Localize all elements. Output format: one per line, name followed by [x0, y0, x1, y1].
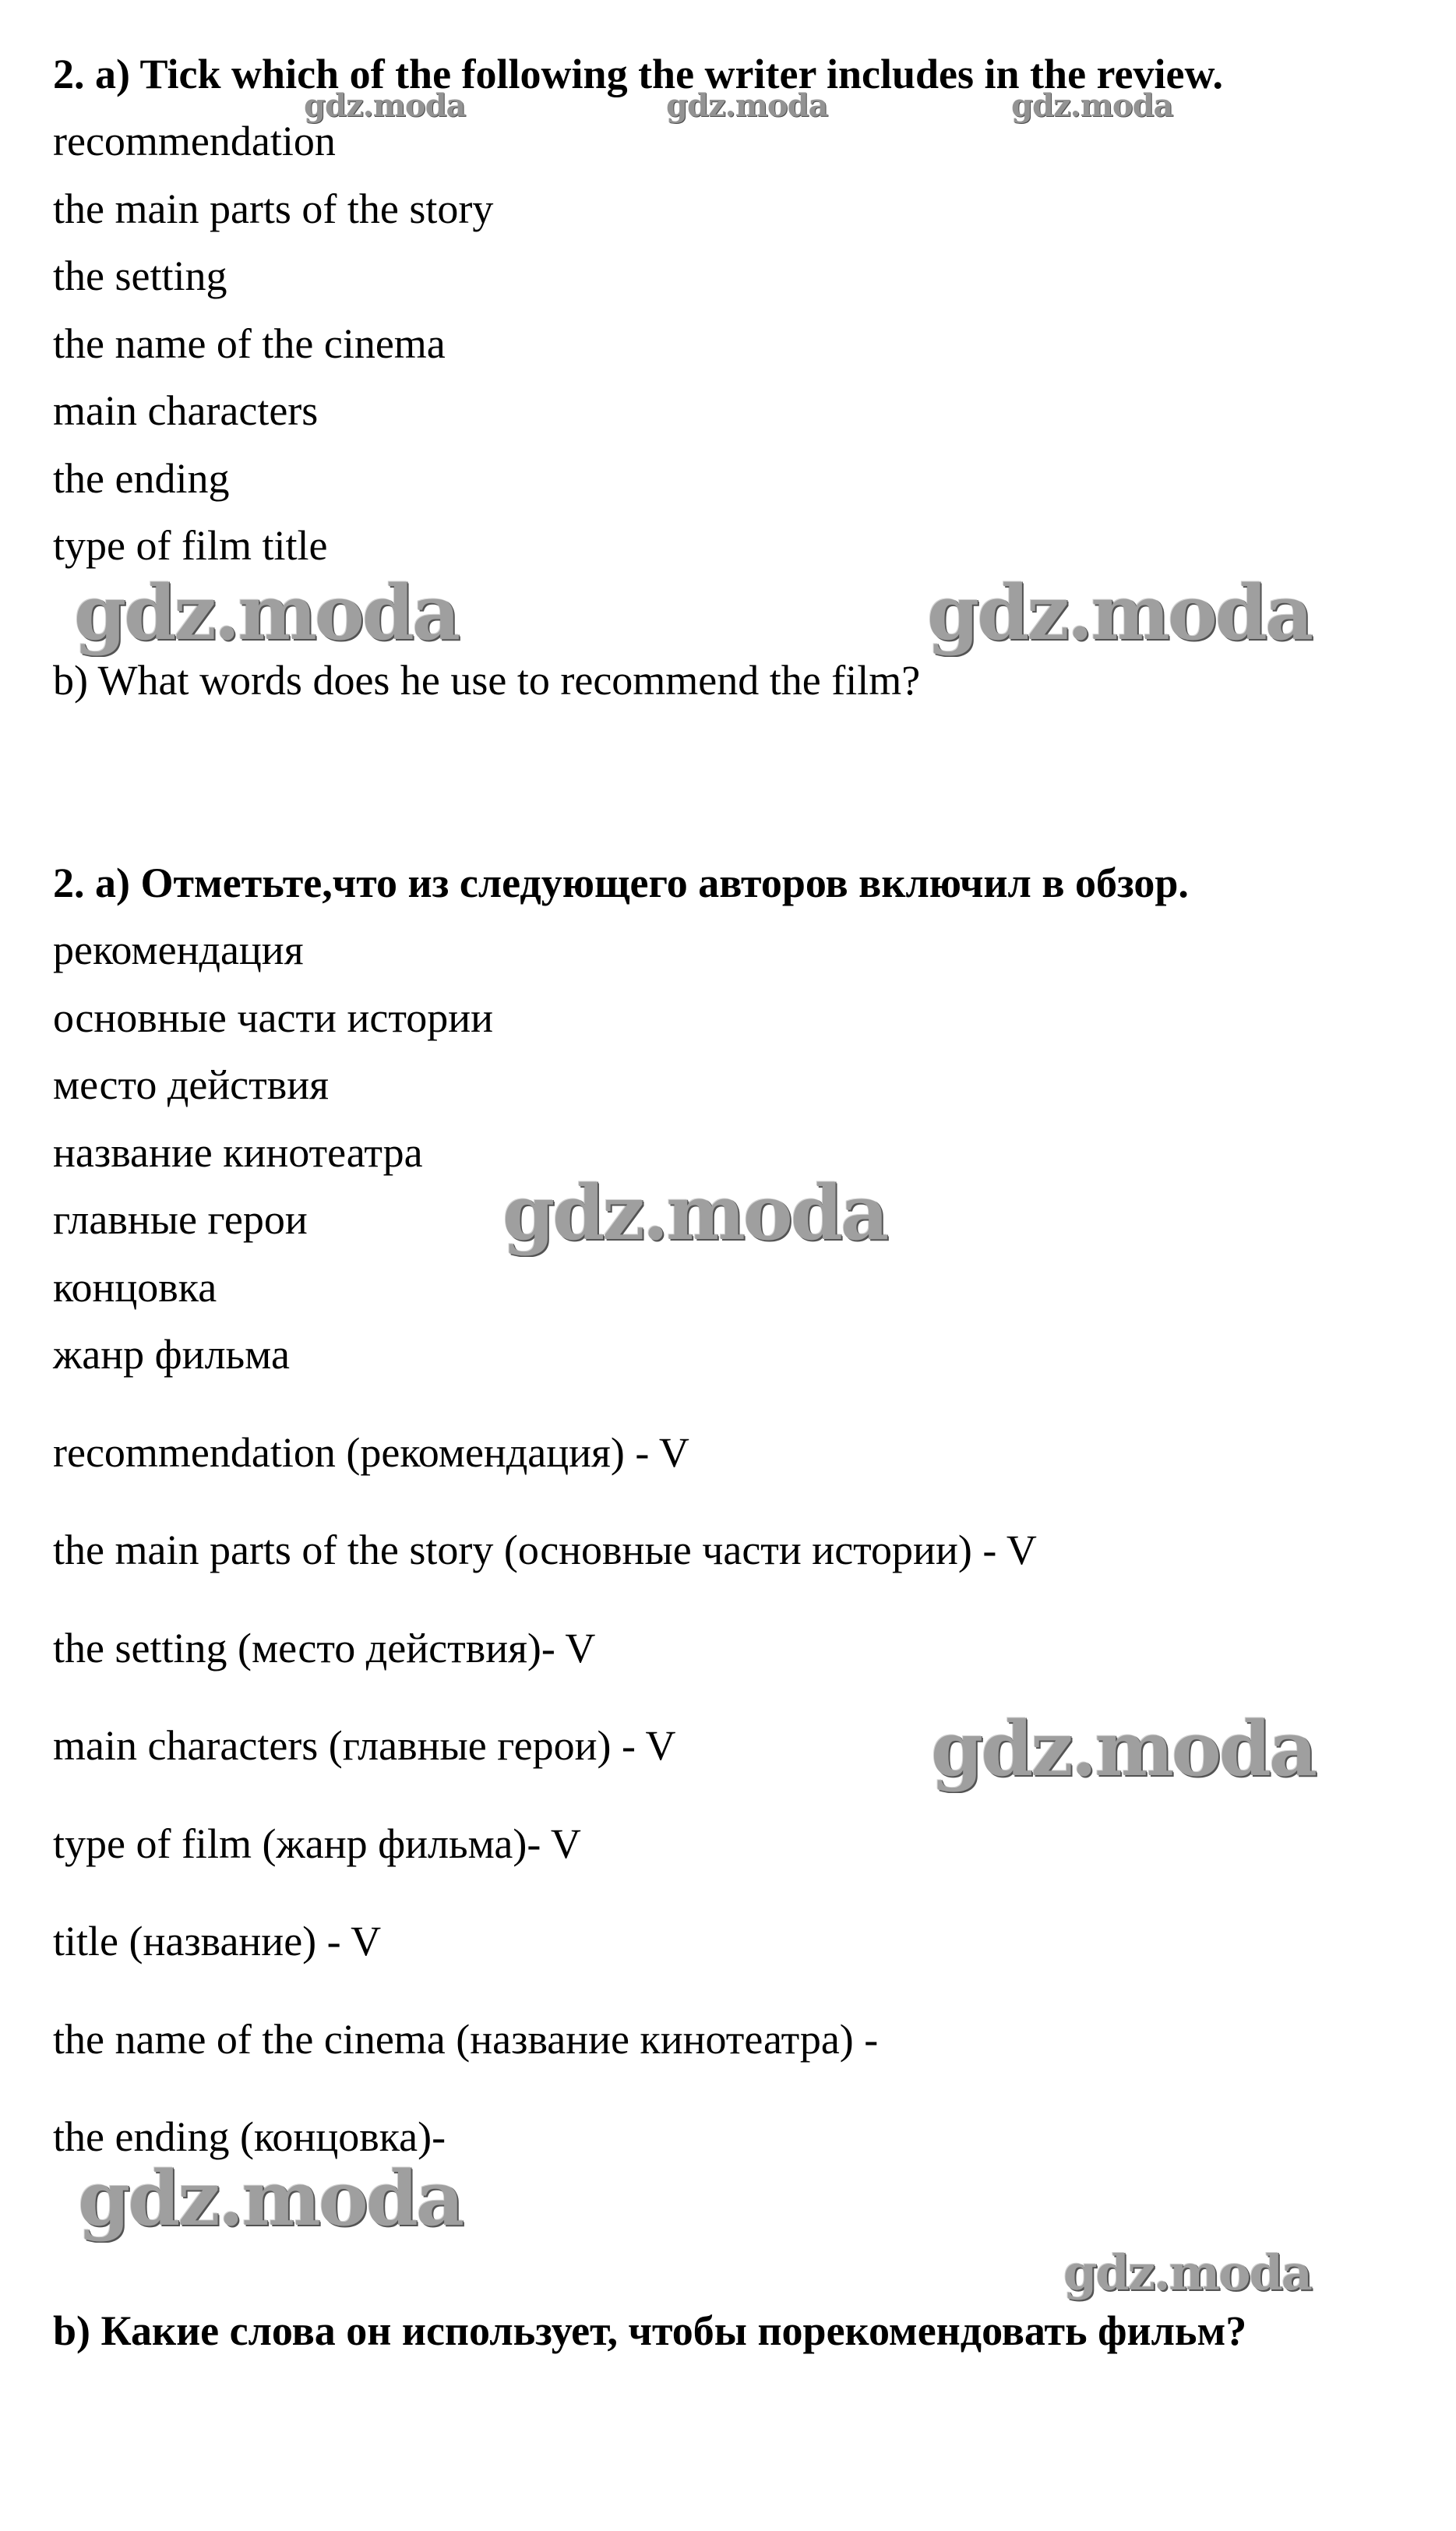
watermark: gdz.moda [931, 1705, 1316, 1793]
watermark: gdz.moda [1063, 2244, 1311, 2301]
answer-main-parts: the main parts of the story (основные части истории) - V [53, 1527, 1037, 1573]
english-item-setting: the setting [53, 252, 227, 299]
english-item-main-parts: the main parts of the story [53, 185, 494, 232]
watermark: gdz.moda [78, 2155, 463, 2243]
english-item-characters: main characters [53, 387, 319, 434]
answer-setting: the setting (место действия)- V [53, 1625, 596, 1671]
watermark: gdz.moda [74, 569, 459, 657]
watermark: gdz.moda [927, 569, 1312, 657]
english-task-heading: 2. a) Tick which of the following the writer includes in the review. [53, 51, 1223, 97]
russian-item-recommendation: рекомендация [53, 927, 304, 973]
russian-question-b: b) Какие слова он использует, чтобы порекомендовать фильм? [53, 2307, 1247, 2354]
answer-type-of-film: type of film (жанр фильма)- V [53, 1820, 581, 1867]
watermark: gdz.moda [1011, 87, 1173, 124]
english-item-type-of-film: type of film title [53, 522, 328, 569]
answer-main-characters: main characters (главные герои) - V [53, 1722, 676, 1769]
russian-item-characters: главные герои [53, 1196, 308, 1243]
russian-item-cinema: название кинотеатра [53, 1129, 423, 1176]
english-item-ending: the ending [53, 455, 230, 502]
watermark: gdz.moda [502, 1169, 887, 1257]
english-item-recommendation: recommendation [53, 118, 336, 164]
watermark: gdz.moda [666, 87, 828, 124]
answer-cinema: the name of the cinema (название кинотеатра) - [53, 2016, 879, 2063]
russian-item-setting: место действия [53, 1061, 329, 1108]
answer-ending: the ending (концовка)- [53, 2113, 446, 2160]
russian-item-main-parts: основные части истории [53, 994, 493, 1041]
russian-task-heading: 2. a) Отметьте,что из следующего авторов включил в обзор. [53, 860, 1189, 906]
watermark: gdz.moda [304, 87, 466, 124]
answer-recommendation: recommendation (рекомендация) - V [53, 1429, 689, 1476]
english-item-cinema: the name of the cinema [53, 320, 446, 367]
answer-title: title (название) - V [53, 1918, 382, 1964]
english-question-b: b) What words does he use to recommend the film? [53, 657, 921, 704]
russian-item-ending: концовка [53, 1264, 217, 1311]
russian-item-genre: жанр фильма [53, 1331, 290, 1378]
